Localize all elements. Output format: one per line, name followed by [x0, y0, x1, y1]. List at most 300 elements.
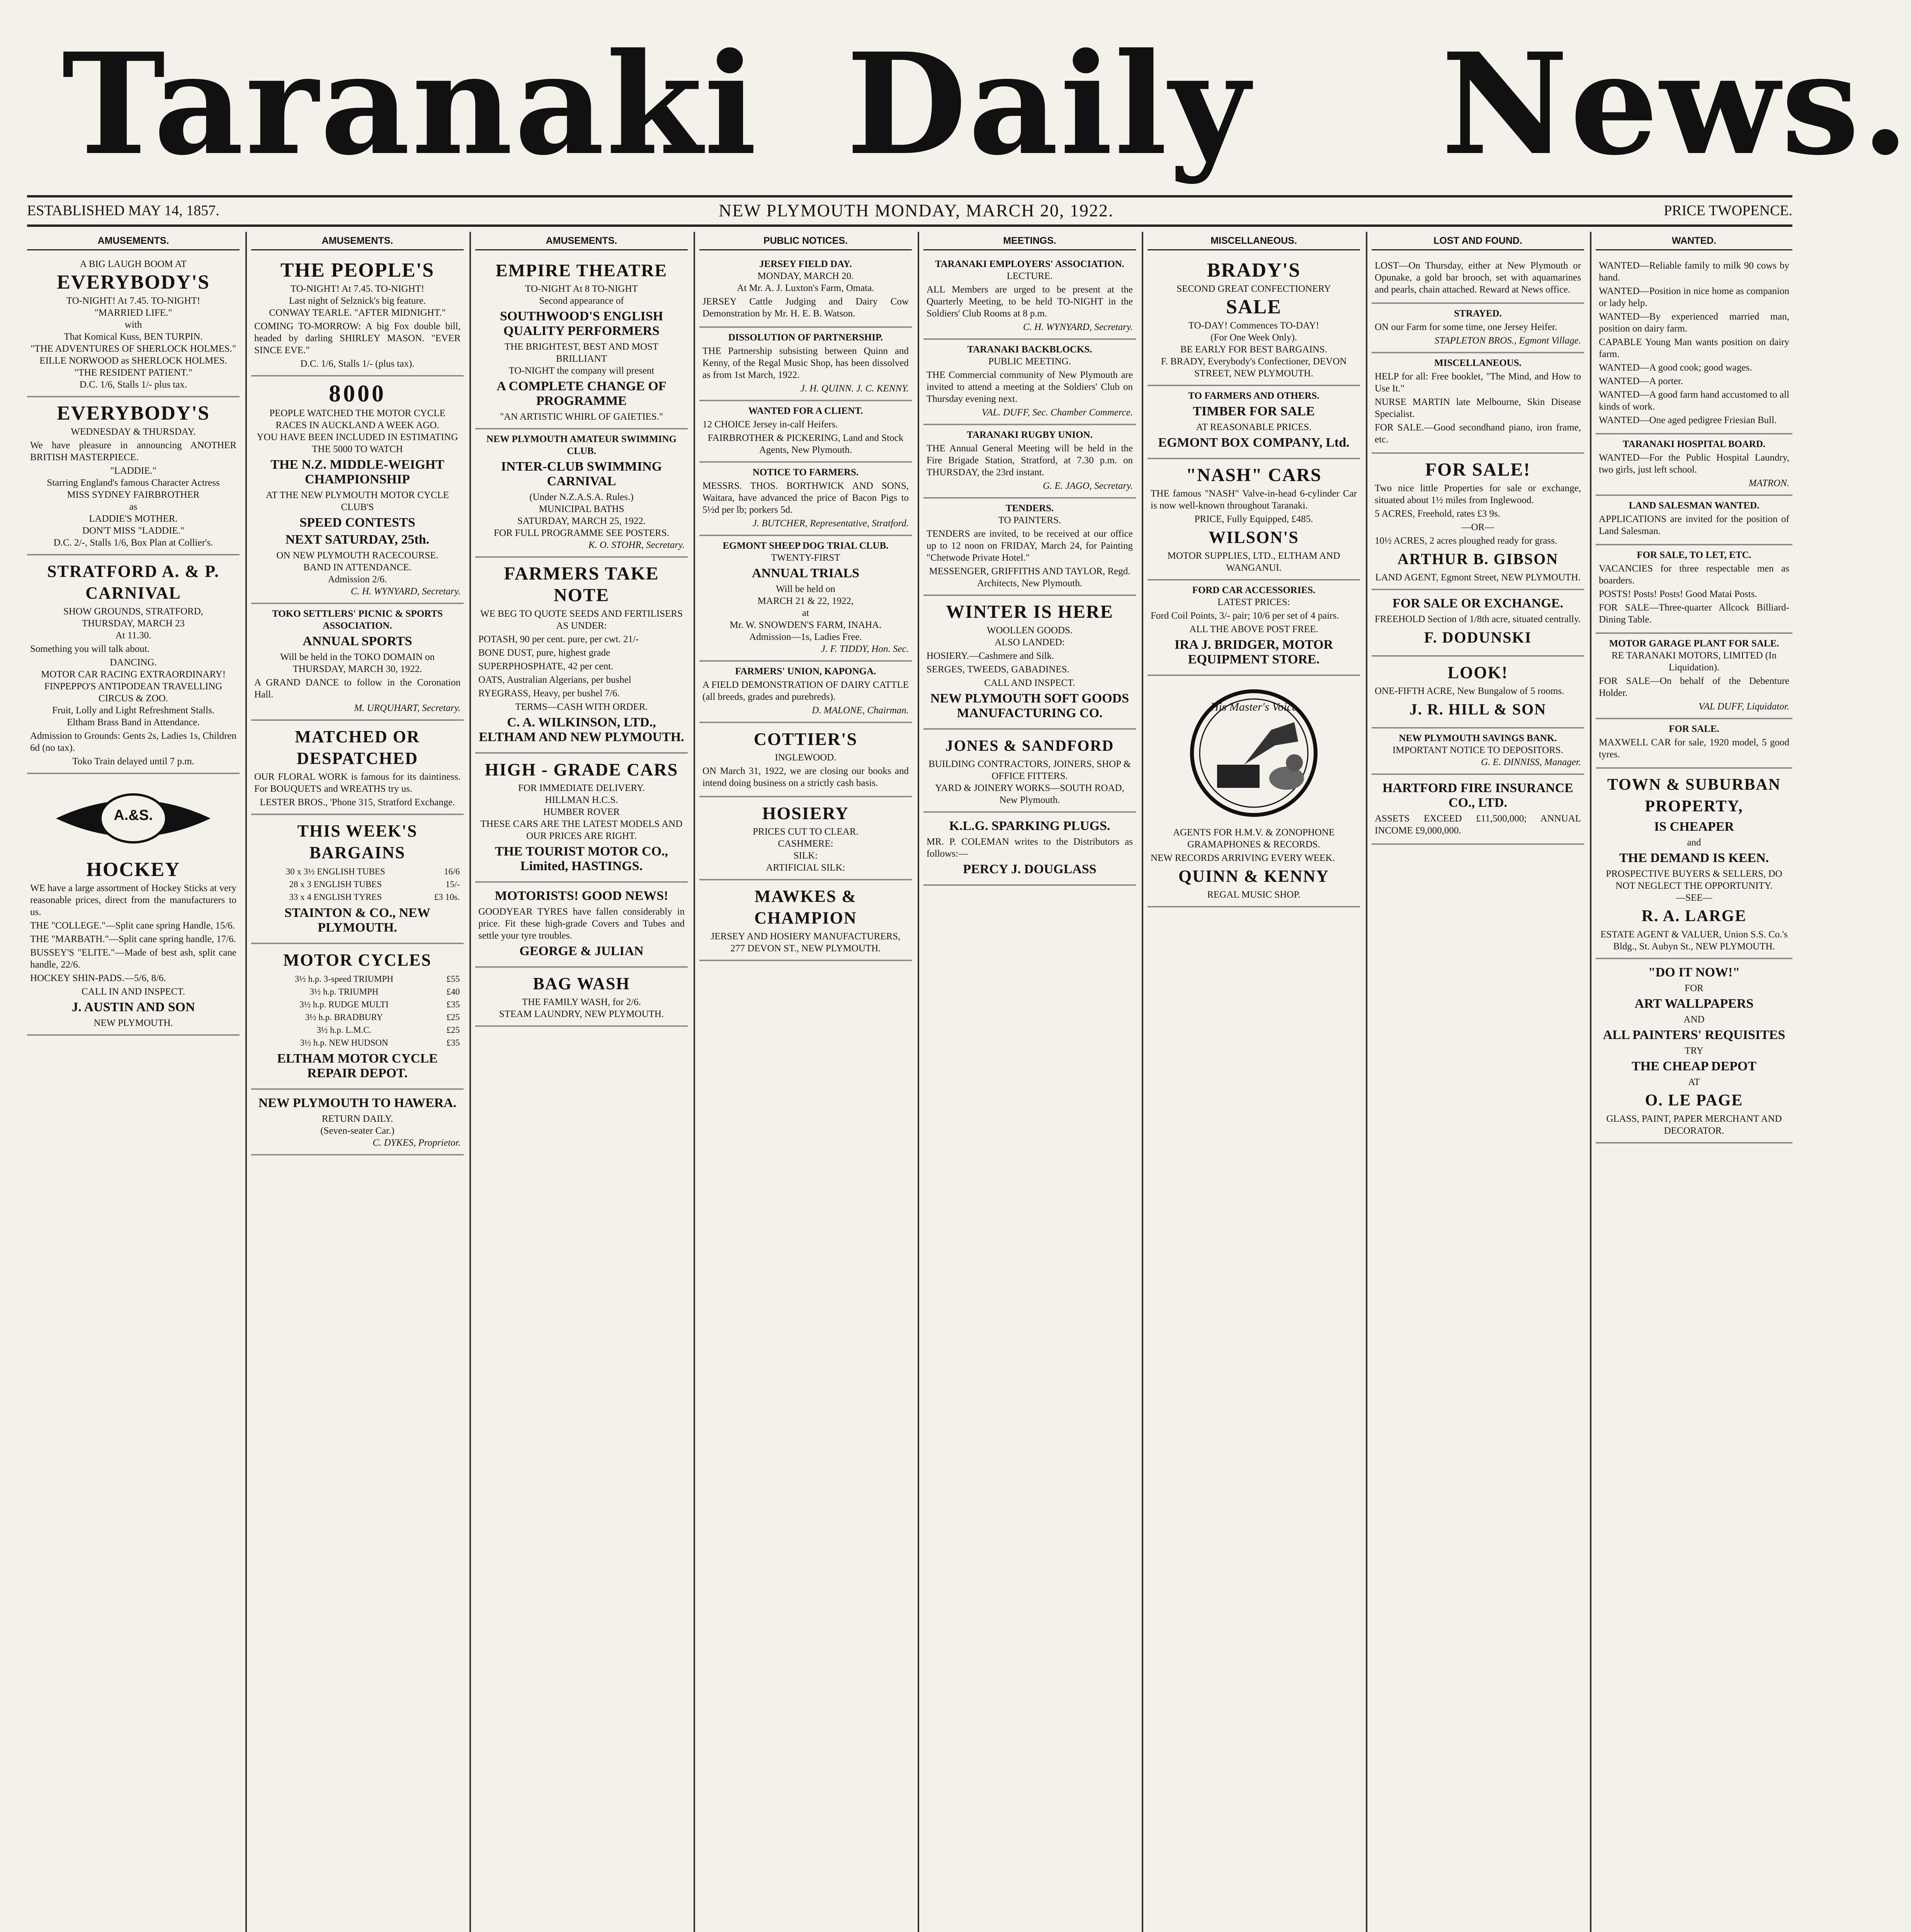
ad-title: MISCELLANEOUS.: [1434, 358, 1522, 368]
ad-line: FOR: [1685, 983, 1704, 993]
ad-signature: R. A. LARGE: [1641, 907, 1747, 925]
ad-line: FOR FULL PROGRAMME SEE POSTERS.: [493, 528, 670, 538]
price-list: [254, 865, 461, 903]
masthead-word-3: News.: [1441, 22, 1911, 186]
ad-title: EVERYBODY'S: [57, 271, 210, 293]
price-row: [254, 998, 461, 1011]
price-row: [254, 878, 461, 891]
ad-line: RE TARANAKI MOTORS, LIMITED (In Liquidation).: [1612, 650, 1777, 673]
ad-signature: NEW PLYMOUTH SOFT GOODS MANUFACTURING CO.: [930, 691, 1129, 720]
ad-line: FOR SALE—Three-quarter Allcock Billiard-Dining Table.: [1599, 602, 1789, 625]
ad-line: CASHMERE:: [778, 838, 833, 849]
ad-line: YARD & JOINERY WORKS—SOUTH ROAD, New Plymouth.: [935, 783, 1124, 805]
dateline: [27, 195, 1792, 227]
ad-title: JERSEY FIELD DAY.: [759, 259, 852, 269]
ad-signature: THE TOURIST MOTOR CO., Limited, HASTINGS.: [495, 844, 668, 873]
ad-line: POTASH, 90 per cent. pure, per cwt. 21/-: [478, 634, 639, 645]
ad-line: —SEE—: [1676, 893, 1712, 903]
ad-line: WANTED—By experienced married man, position on dairy farm.: [1599, 311, 1789, 334]
ad-line: TO-DAY! Commences TO-DAY!: [1188, 320, 1319, 331]
ad-line: BUILDING CONTRACTORS, JOINERS, SHOP & OFFICE FITTERS.: [928, 759, 1131, 781]
hospital-board-notice: [1596, 434, 1792, 496]
austin-son-logo: [52, 786, 214, 851]
ad-title: K.L.G. SPARKING PLUGS.: [949, 819, 1110, 833]
ad-title: "NASH" CARS: [1186, 465, 1322, 485]
ad-line: AT: [1688, 1077, 1700, 1087]
ad-line: FAIRBROTHER & PICKERING, Land and Stock Agents, New Plymouth.: [707, 433, 904, 455]
ad-line: ANNUAL TRIALS: [751, 566, 860, 580]
ad-line: D.C. 1/6, Stalls 1/- (plus tax).: [300, 359, 415, 369]
ad-line: MOTOR CAR RACING EXTRAORDINARY!: [41, 669, 226, 680]
ad-line: TIMBER FOR SALE: [1193, 404, 1315, 418]
ad-title: BAG WASH: [533, 974, 630, 993]
ad-line: SALE: [1226, 296, 1282, 318]
ad-line: —OR—: [1461, 522, 1494, 532]
tenders-notice: [923, 498, 1136, 596]
ad-line: THE "MARBATH."—Split cane spring handle, 17/6.: [30, 934, 236, 944]
ad-line: OATS, Australian Algerians, per bushel: [478, 675, 631, 685]
hockey-ad: [27, 774, 240, 1036]
price: £55: [446, 974, 460, 984]
ad-line: WEDNESDAY & THURSDAY.: [71, 427, 196, 437]
ad-line: THURSDAY, MARCH 30, 1922.: [292, 664, 422, 674]
column-4: [699, 232, 912, 1932]
price: £3 10s.: [434, 892, 460, 902]
column-heading: LOST AND FOUND.: [1372, 232, 1584, 250]
ad-line: TO-NIGHT At 8 TO-NIGHT: [525, 284, 638, 294]
price-row: [254, 891, 461, 903]
ad-line: BONE DUST, pure, highest grade: [478, 648, 610, 658]
ad-line: (Seven-seater Car.): [320, 1126, 394, 1136]
column-heading: AMUSEMENTS.: [251, 232, 464, 250]
timber-ad: [1148, 386, 1360, 459]
ad-line: ARTIFICIAL SILK:: [766, 862, 845, 873]
item: 3½ h.p. RUDGE MULTI: [299, 1000, 389, 1009]
ad-title: LOOK!: [1447, 663, 1508, 682]
ad-title: THIS WEEK'S BARGAINS: [297, 821, 418, 862]
ad-title: TARANAKI EMPLOYERS' ASSOCIATION.: [935, 259, 1125, 269]
ad-place: REGAL MUSIC SHOP.: [1207, 889, 1301, 900]
ad-title: NEW PLYMOUTH SAVINGS BANK.: [1399, 733, 1557, 743]
ad-signature: F. DODUNSKI: [1424, 629, 1532, 646]
ad-line: Last night of Selznick's big feature.: [289, 296, 426, 306]
ad-line: 277 DEVON ST., NEW PLYMOUTH.: [730, 943, 881, 954]
ad-line: Admission—1s, Ladies Free.: [749, 632, 862, 642]
ad-title: FORD CAR ACCESSORIES.: [1192, 585, 1316, 595]
savings-bank-notice: [1372, 728, 1584, 775]
ad-line: NEXT SATURDAY, 25th.: [285, 532, 430, 547]
bradys-ad: [1148, 254, 1360, 386]
ad-title: EMPIRE THEATRE: [495, 260, 668, 280]
ad-line: MARCH 21 & 22, 1922,: [757, 596, 854, 606]
ad-line: LOST—On Thursday, either at New Plymouth or Opunake, a gold bar brooch, set with aquamarines and pearls, chain attached. Reward at News office.: [1375, 260, 1581, 295]
ad-line: THE Partnership subsisting between Quinn and Kenny, of the Regal Music Shop, has been dissolved as from 1st March, 1922.: [702, 346, 909, 380]
ad-title: HOSIERY: [762, 803, 849, 823]
ad-title: LAND SALESMAN WANTED.: [1629, 500, 1760, 511]
ad-line: THESE CARS ARE THE LATEST MODELS AND OUR PRICES ARE RIGHT.: [480, 819, 683, 841]
ad-line: Ford Coil Points, 3/- pair; 10/6 per set of 4 pairs.: [1151, 611, 1339, 621]
dissolution-notice: [699, 328, 912, 401]
ad-line: JERSEY AND HOSIERY MANUFACTURERS,: [711, 931, 901, 942]
notice-to-farmers: [699, 463, 912, 536]
ad-line: AT THE NEW PLYMOUTH MOTOR CYCLE CLUB'S: [265, 490, 449, 512]
established-date: ESTABLISHED MAY 14, 1857.: [27, 202, 219, 219]
ad-place: ESTATE AGENT & VALUER, Union S.S. Co.'s Bldg., St. Aubyn St., NEW PLYMOUTH.: [1600, 929, 1788, 952]
column-rule: [1366, 232, 1367, 1932]
ad-line: "MARRIED LIFE.": [94, 308, 172, 318]
ad-title: NOTICE TO FARMERS.: [752, 467, 859, 478]
item: 3½ h.p. NEW HUDSON: [300, 1038, 388, 1048]
ad-line: ANNUAL SPORTS: [303, 634, 412, 648]
ad-signature: C. DYKES, Proprietor.: [372, 1138, 461, 1148]
ad-signature: D. MALONE, Chairman.: [812, 705, 909, 716]
ad-title: EGMONT SHEEP DOG TRIAL CLUB.: [723, 541, 889, 551]
column-rule: [469, 232, 471, 1932]
column-rule: [1590, 232, 1591, 1932]
klg-ad: [923, 813, 1136, 886]
ad-line: NEW RECORDS ARRIVING EVERY WEEK.: [1151, 853, 1335, 863]
ad-line: as: [129, 502, 138, 512]
motor-cycles-ad: [251, 944, 464, 1090]
ad-line: Will be held on: [776, 584, 835, 594]
ad-line: CALL AND INSPECT.: [984, 678, 1075, 688]
farmers-union-notice: [699, 662, 912, 723]
ad-line: 12 CHOICE Jersey in-calf Heifers.: [702, 419, 838, 430]
ad-line: PEOPLE WATCHED THE MOTOR CYCLE RACES IN AUCKLAND A WEEK AGO.: [269, 408, 445, 430]
price: £25: [446, 1012, 460, 1022]
ad-line: THE "COLLEGE."—Split cane spring Handle, 15/6.: [30, 920, 235, 931]
column-6: [1148, 232, 1360, 1932]
ad-line: SATURDAY, MARCH 25, 1922.: [517, 516, 646, 526]
ad-title: WANTED FOR A CLIENT.: [748, 406, 863, 416]
ad-line: WE have a large assortment of Hockey Sticks at very reasonable prices, direct from the manufacturers to us.: [30, 883, 236, 917]
column-heading: WANTED.: [1596, 232, 1792, 250]
ad-line: At 11.30.: [115, 630, 151, 641]
ad-title: BRADY'S: [1207, 259, 1301, 281]
ad-title: TARANAKI HOSPITAL BOARD.: [1622, 439, 1766, 449]
ad-line: AND: [1683, 1014, 1705, 1025]
ad-title: TARANAKI BACKBLOCKS.: [967, 344, 1092, 355]
ad-line: Starring England's famous Character Actress: [47, 478, 220, 488]
ad-line: MONDAY, MARCH 20.: [757, 271, 854, 281]
masthead-word-1: Taranaki: [62, 22, 758, 186]
for-sale-to-let-notices: [1596, 545, 1792, 634]
town-suburban-property-ad: [1596, 769, 1792, 959]
cars-ad: [475, 753, 688, 883]
ad-line: WANTED—A good cook; good wages.: [1599, 362, 1752, 373]
ad-line: A FIELD DEMONSTRATION OF DAIRY CATTLE (all breeds, grades and purebreds).: [702, 680, 909, 702]
peoples-ad: [251, 254, 464, 376]
ad-place: NEW PLYMOUTH.: [94, 1018, 173, 1028]
ad-title: FOR SALE.: [1669, 724, 1719, 734]
ad-line: INTER-CLUB SWIMMING CARNIVAL: [501, 459, 662, 488]
ad-signature: G. E. DINNISS, Manager.: [1481, 757, 1581, 767]
ad-signature: IRA J. BRIDGER, MOTOR EQUIPMENT STORE.: [1174, 638, 1333, 667]
ad-line: WANTED—Position in nice home as companion or lady help.: [1599, 286, 1789, 308]
ad-line: HUMBER ROVER: [543, 807, 620, 817]
cottiers-ad: [699, 723, 912, 797]
ad-signature: C. A. WILKINSON, LTD., ELTHAM AND NEW PLYMOUTH.: [479, 715, 684, 744]
ad-line: We have pleasure in announcing ANOTHER BRITISH MASTERPIECE.: [30, 440, 236, 463]
column-5: [923, 232, 1136, 1932]
ad-signature: ELTHAM MOTOR CYCLE REPAIR DEPOT.: [277, 1051, 438, 1080]
ad-signature: J. H. QUINN. J. C. KENNY.: [800, 383, 909, 394]
ad-line: SOUTHWOOD'S ENGLISH QUALITY PERFORMERS: [500, 309, 663, 338]
ad-title: MOTOR CYCLES: [283, 951, 432, 969]
ad-line: TO-NIGHT the company will present: [508, 366, 655, 376]
ad-line: THE N.Z. MIDDLE-WEIGHT CHAMPIONSHIP: [270, 457, 444, 486]
price-row: [254, 1011, 461, 1024]
ad-title: COTTIER'S: [753, 729, 858, 749]
ad-signature: GEORGE & JULIAN: [519, 944, 644, 958]
ad-line: THE CHEAP DEPOT: [1631, 1059, 1757, 1073]
column-rule: [694, 232, 695, 1932]
ad-title: STRAYED.: [1454, 308, 1502, 319]
ad-line: WOOLLEN GOODS.: [986, 625, 1073, 636]
ad-line: At Mr. A. J. Luxton's Farm, Omata.: [737, 283, 874, 293]
ad-line: SUPERPHOSPHATE, 42 per cent.: [478, 661, 614, 672]
issue-date: NEW PLYMOUTH MONDAY, MARCH 20, 1922.: [719, 201, 1114, 220]
ad-signature: EGMONT BOX COMPANY, Ltd.: [1158, 435, 1350, 450]
ad-line: Mr. W. SNOWDEN'S FARM, INAHA.: [729, 620, 882, 630]
ad-line: ON NEW PLYMOUTH RACECOURSE.: [276, 550, 439, 561]
price-row: [254, 985, 461, 998]
ad-line: WANTED—A porter.: [1599, 376, 1683, 386]
ad-line: (Under N.Z.A.S.A. Rules.): [529, 492, 634, 502]
ad-line: SECOND GREAT CONFECTIONERY: [1177, 284, 1331, 294]
ad-title: EVERYBODY'S: [57, 402, 210, 424]
ad-line: 5 ACRES, Freehold, rates £3 9s.: [1375, 509, 1500, 519]
ad-line: MUNICIPAL BATHS: [539, 504, 624, 514]
column-rule: [1142, 232, 1143, 1932]
for-sale-properties-ad: [1372, 454, 1584, 590]
ad-title: "DO IT NOW!": [1648, 965, 1740, 980]
garage-plant-notice: [1596, 634, 1792, 719]
ad-line: YOU HAVE BEEN INCLUDED IN ESTIMATING THE 5000 TO WATCH: [257, 432, 458, 454]
price-row: [254, 1024, 461, 1036]
swimming-carnival-ad: [475, 429, 688, 558]
ad-line: "THE RESIDENT PATIENT.": [74, 367, 192, 378]
le-page-ad: [1596, 959, 1792, 1143]
ad-line: D.C. 2/-, Stalls 1/6, Box Plan at Collier's.: [53, 537, 213, 548]
ad-place: LAND AGENT, Egmont Street, NEW PLYMOUTH.: [1375, 572, 1581, 583]
ad-signature: VAL. DUFF, Sec. Chamber Commerce.: [981, 407, 1133, 418]
ad-line: THE DEMAND IS KEEN.: [1619, 851, 1769, 865]
ad-line: Eltham Brass Band in Attendance.: [67, 717, 200, 728]
ad-title: DISSOLUTION OF PARTNERSHIP.: [728, 332, 883, 343]
ad-title: WINTER IS HERE: [946, 602, 1114, 622]
ad-line: ONE-FIFTH ACRE, New Bungalow of 5 rooms.: [1375, 686, 1564, 696]
ad-line: RETURN DAILY.: [321, 1114, 393, 1124]
ad-line: SPEED CONTESTS: [299, 515, 415, 530]
ad-title: TO FARMERS AND OTHERS.: [1188, 391, 1319, 401]
ad-line: D.C. 1/6, Stalls 1/- plus tax.: [79, 379, 187, 390]
ad-line: BAND IN ATTENDANCE.: [303, 562, 411, 573]
ad-line: TO PAINTERS.: [998, 515, 1061, 526]
ad-line: ALSO LANDED:: [995, 637, 1065, 648]
ad-signature: G. E. JAGO, Secretary.: [1042, 481, 1133, 491]
ad-line: DON'T MISS "LADDIE.": [82, 526, 185, 536]
ad-line: TRY: [1685, 1046, 1704, 1056]
ad-line: A BIG LAUGH BOOM AT: [80, 259, 187, 269]
column-2: [251, 232, 464, 1932]
ad-line: PRICE, Fully Equipped, £485.: [1194, 514, 1313, 524]
ad-line: That Komical Kuss, BEN TURPIN.: [64, 332, 203, 342]
ad-line: PROSPECTIVE BUYERS & SELLERS, DO NOT NEGLECT THE OPPORTUNITY.: [1606, 869, 1782, 891]
ad-line: IS CHEAPER: [1654, 820, 1734, 834]
ad-line: ALL THE ABOVE POST FREE.: [1189, 624, 1318, 634]
jersey-field-day-notice: [699, 254, 912, 328]
column-heading: MEETINGS.: [923, 232, 1136, 250]
column-heading: AMUSEMENTS.: [27, 232, 240, 250]
ad-line: MR. P. COLEMAN writes to the Distributors as follows:—: [927, 837, 1133, 859]
ad-line: Toko Train delayed until 7 p.m.: [72, 756, 194, 767]
item: 3½ h.p. BRADBURY: [305, 1012, 383, 1022]
ad-signature: ARTHUR B. GIBSON: [1397, 550, 1559, 568]
ad-place: GLASS, PAINT, PAPER MERCHANT AND DECORATOR.: [1606, 1114, 1782, 1136]
ad-title: FARMERS' UNION, KAPONGA.: [735, 666, 876, 677]
ad-line: IMPORTANT NOTICE TO DEPOSITORS.: [1392, 745, 1563, 755]
ad-line: THE FAMILY WASH, for 2/6.: [522, 997, 641, 1007]
ad-line: MESSRS. THOS. BORTHWICK AND SONS, Waitara, have advanced the price of Bacon Pigs to 5½d per lb; porkers 5d.: [702, 481, 909, 515]
ad-line: TERMS—CASH WITH ORDER.: [515, 702, 648, 712]
ad-line: STEAM LAUNDRY, NEW PLYMOUTH.: [499, 1009, 664, 1019]
column-8: [1596, 232, 1792, 1932]
ad-signature: J. F. TIDDY, Hon. Sec.: [821, 644, 909, 654]
ad-title: THE PEOPLE'S: [280, 259, 435, 281]
ad-title: MAWKES & CHAMPION: [754, 887, 857, 927]
ad-signature: C. H. WYNYARD, Secretary.: [350, 586, 461, 597]
bag-wash-ad: [475, 968, 688, 1027]
column-heading: PUBLIC NOTICES.: [699, 232, 912, 250]
rugby-union-notice: [923, 425, 1136, 498]
ad-line: WANTED—Reliable family to milk 90 cows by hand.: [1599, 260, 1789, 283]
wanted-client-notice: [699, 401, 912, 463]
ad-line: OUR FLORAL WORK is famous for its daintiness. For BOUQUETS and WREATHS try us.: [254, 772, 461, 794]
ad-title: FOR SALE, TO LET, ETC.: [1637, 550, 1751, 560]
ad-signature: STAPLETON BROS., Egmont Village.: [1434, 335, 1581, 346]
ad-line: (For One Week Only).: [1211, 332, 1297, 343]
ad-line: COMING TO-MORROW: A big Fox double bill, headed by darling SHIRLEY MASON. "EVER SINCE EVE.": [254, 321, 461, 355]
ad-title: TARANAKI RUGBY UNION.: [967, 430, 1093, 440]
bargains-ad: [251, 815, 464, 944]
ad-line: at: [802, 608, 809, 618]
gramophone-dog-icon: [1171, 687, 1337, 819]
item: 3½ h.p. TRIUMPH: [309, 987, 379, 997]
masthead: [27, 22, 1911, 186]
price-row: [254, 973, 461, 985]
ad-title: FOR SALE OR EXCHANGE.: [1392, 596, 1564, 611]
ad-big-number: 8000: [329, 381, 386, 407]
ad-title: NEW PLYMOUTH AMATEUR SWIMMING CLUB.: [486, 434, 677, 456]
column-1: [27, 232, 240, 1932]
columns: [27, 232, 1792, 1932]
ad-title: STRATFORD A. & P. CARNIVAL: [47, 562, 219, 602]
price: 15/-: [445, 879, 460, 889]
ad-line: FINPEPPO'S ANTIPODEAN TRAVELLING CIRCUS & ZOO.: [44, 681, 223, 704]
column-3: [475, 232, 688, 1932]
ad-line: MAXWELL CAR for sale, 1920 model, 5 good tyres.: [1599, 737, 1789, 760]
ad-line: SERGES, TWEEDS, GABADINES.: [927, 664, 1069, 675]
ad-line: WANTED—One aged pedigree Friesian Bull.: [1599, 415, 1777, 425]
ad-line: THE famous "NASH" Valve-in-head 6-cylinder Car is now well-known throughout Taranaki.: [1151, 488, 1357, 511]
miscellaneous-notices: [1372, 353, 1584, 454]
ad-line: FOR SALE.—Good secondhand piano, iron frame, etc.: [1375, 422, 1581, 445]
maxwell-car-notice: [1596, 719, 1792, 769]
ad-title: NEW PLYMOUTH TO HAWERA.: [258, 1096, 457, 1110]
ad-signature: MATRON.: [1748, 478, 1789, 488]
ad-line: HELP for all: Free booklet, "The Mind, and How to Use It.": [1375, 371, 1581, 394]
ad-line: ASSETS EXCEED £11,500,000; ANNUAL INCOME £9,000,000.: [1375, 813, 1581, 836]
ad-line: A GRAND DANCE to follow in the Coronation Hall.: [254, 677, 461, 700]
ad-line: AT REASONABLE PRICES.: [1196, 422, 1312, 432]
item: 30 x 3½ ENGLISH TUBES: [286, 867, 385, 876]
ad-line: POSTS! Posts! Posts! Good Matai Posts.: [1599, 589, 1757, 599]
ad-line: FOR SALE—On behalf of the Debenture Holder.: [1599, 676, 1789, 698]
ad-line: HOCKEY SHIN-PADS.—5/6, 8/6.: [30, 973, 166, 983]
ad-signature: C. H. WYNYARD, Secretary.: [1023, 322, 1133, 332]
item: 3½ h.p. L.M.C.: [316, 1025, 372, 1035]
ad-title: TOWN & SUBURBAN PROPERTY,: [1607, 776, 1781, 815]
toko-sports-ad: [251, 604, 464, 721]
ad-line: CONWAY TEARLE. "AFTER MIDNIGHT.": [269, 308, 446, 318]
ad-line: Something you will talk about.: [30, 644, 150, 654]
ad-line: LADDIE'S MOTHER.: [89, 514, 178, 524]
ad-line: Second appearance of: [539, 296, 624, 306]
floral-ad: [251, 721, 464, 815]
ad-line: DANCING.: [110, 657, 157, 668]
farmers-ad: [475, 558, 688, 753]
ad-line: THE Commercial community of New Plymouth are invited to attend a meeting at the Soldiers' Club on Thursday evening next.: [927, 370, 1133, 404]
employers-association-notice: [923, 254, 1136, 340]
ad-signature: F. BRADY, Everybody's Confectioner, DEVON STREET, NEW PLYMOUTH.: [1161, 356, 1347, 379]
ad-line: WANTED—For the Public Hospital Laundry, two girls, just left school.: [1599, 452, 1789, 475]
ad-line: CALL IN AND INSPECT.: [81, 986, 185, 997]
ad-line: Admission 2/6.: [328, 574, 387, 585]
ad-line: AGENTS FOR H.M.V. & ZONOPHONE GRAMAPHONES & RECORDS.: [1173, 827, 1335, 850]
ford-accessories-ad: [1148, 580, 1360, 676]
ad-line: Fruit, Lolly and Light Refreshment Stalls.: [52, 705, 215, 716]
ad-signature: LESTER BROS., 'Phone 315, Stratford Exchange.: [260, 797, 455, 808]
ad-line: "AN ARTISTIC WHIRL OF GAIETIES.": [500, 412, 663, 422]
stratford-carnival-ad: [27, 555, 240, 774]
ad-line: A COMPLETE CHANGE OF PROGRAMME: [496, 379, 666, 408]
ad-signature: STAINTON & CO., NEW PLYMOUTH.: [284, 906, 430, 935]
ad-line: JERSEY Cattle Judging and Dairy Cow Demonstration by Mr. H. E. B. Watson.: [702, 296, 909, 319]
ad-line: MESSENGER, GRIFFITHS AND TAYLOR, Regd. Architects, New Plymouth.: [929, 566, 1131, 588]
ad-signature: M. URQUHART, Secretary.: [354, 703, 461, 713]
ad-line: LECTURE.: [1007, 271, 1053, 281]
ad-line: "LADDIE.": [110, 466, 156, 476]
wanted-notices: [1596, 254, 1792, 434]
ad-line: WANTED—A good farm hand accustomed to all kinds of work.: [1599, 389, 1789, 412]
ad-line: TWENTY-FIRST: [771, 553, 840, 563]
ad-signature: J. R. HILL & SON: [1409, 701, 1547, 718]
ad-line: INGLEWOOD.: [775, 752, 836, 763]
hawera-service-ad: [251, 1090, 464, 1155]
ad-signature: QUINN & KENNY: [1178, 867, 1330, 886]
ad-title: HARTFORD FIRE INSURANCE CO., LTD.: [1382, 781, 1573, 810]
price: £35: [446, 1000, 460, 1009]
masthead-word-2: Daily: [846, 22, 1251, 186]
ad-line: RYEGRASS, Heavy, per bushel 7/6.: [478, 688, 620, 699]
jones-sandford-ad: [923, 730, 1136, 813]
hosiery-ad: [699, 797, 912, 880]
ad-line: TO-NIGHT! At 7.45. TO-NIGHT!: [290, 284, 425, 294]
nash-cars-ad: [1148, 459, 1360, 580]
everybodys-ad-2: [27, 397, 240, 555]
column-heading: MISCELLANEOUS.: [1148, 232, 1360, 250]
